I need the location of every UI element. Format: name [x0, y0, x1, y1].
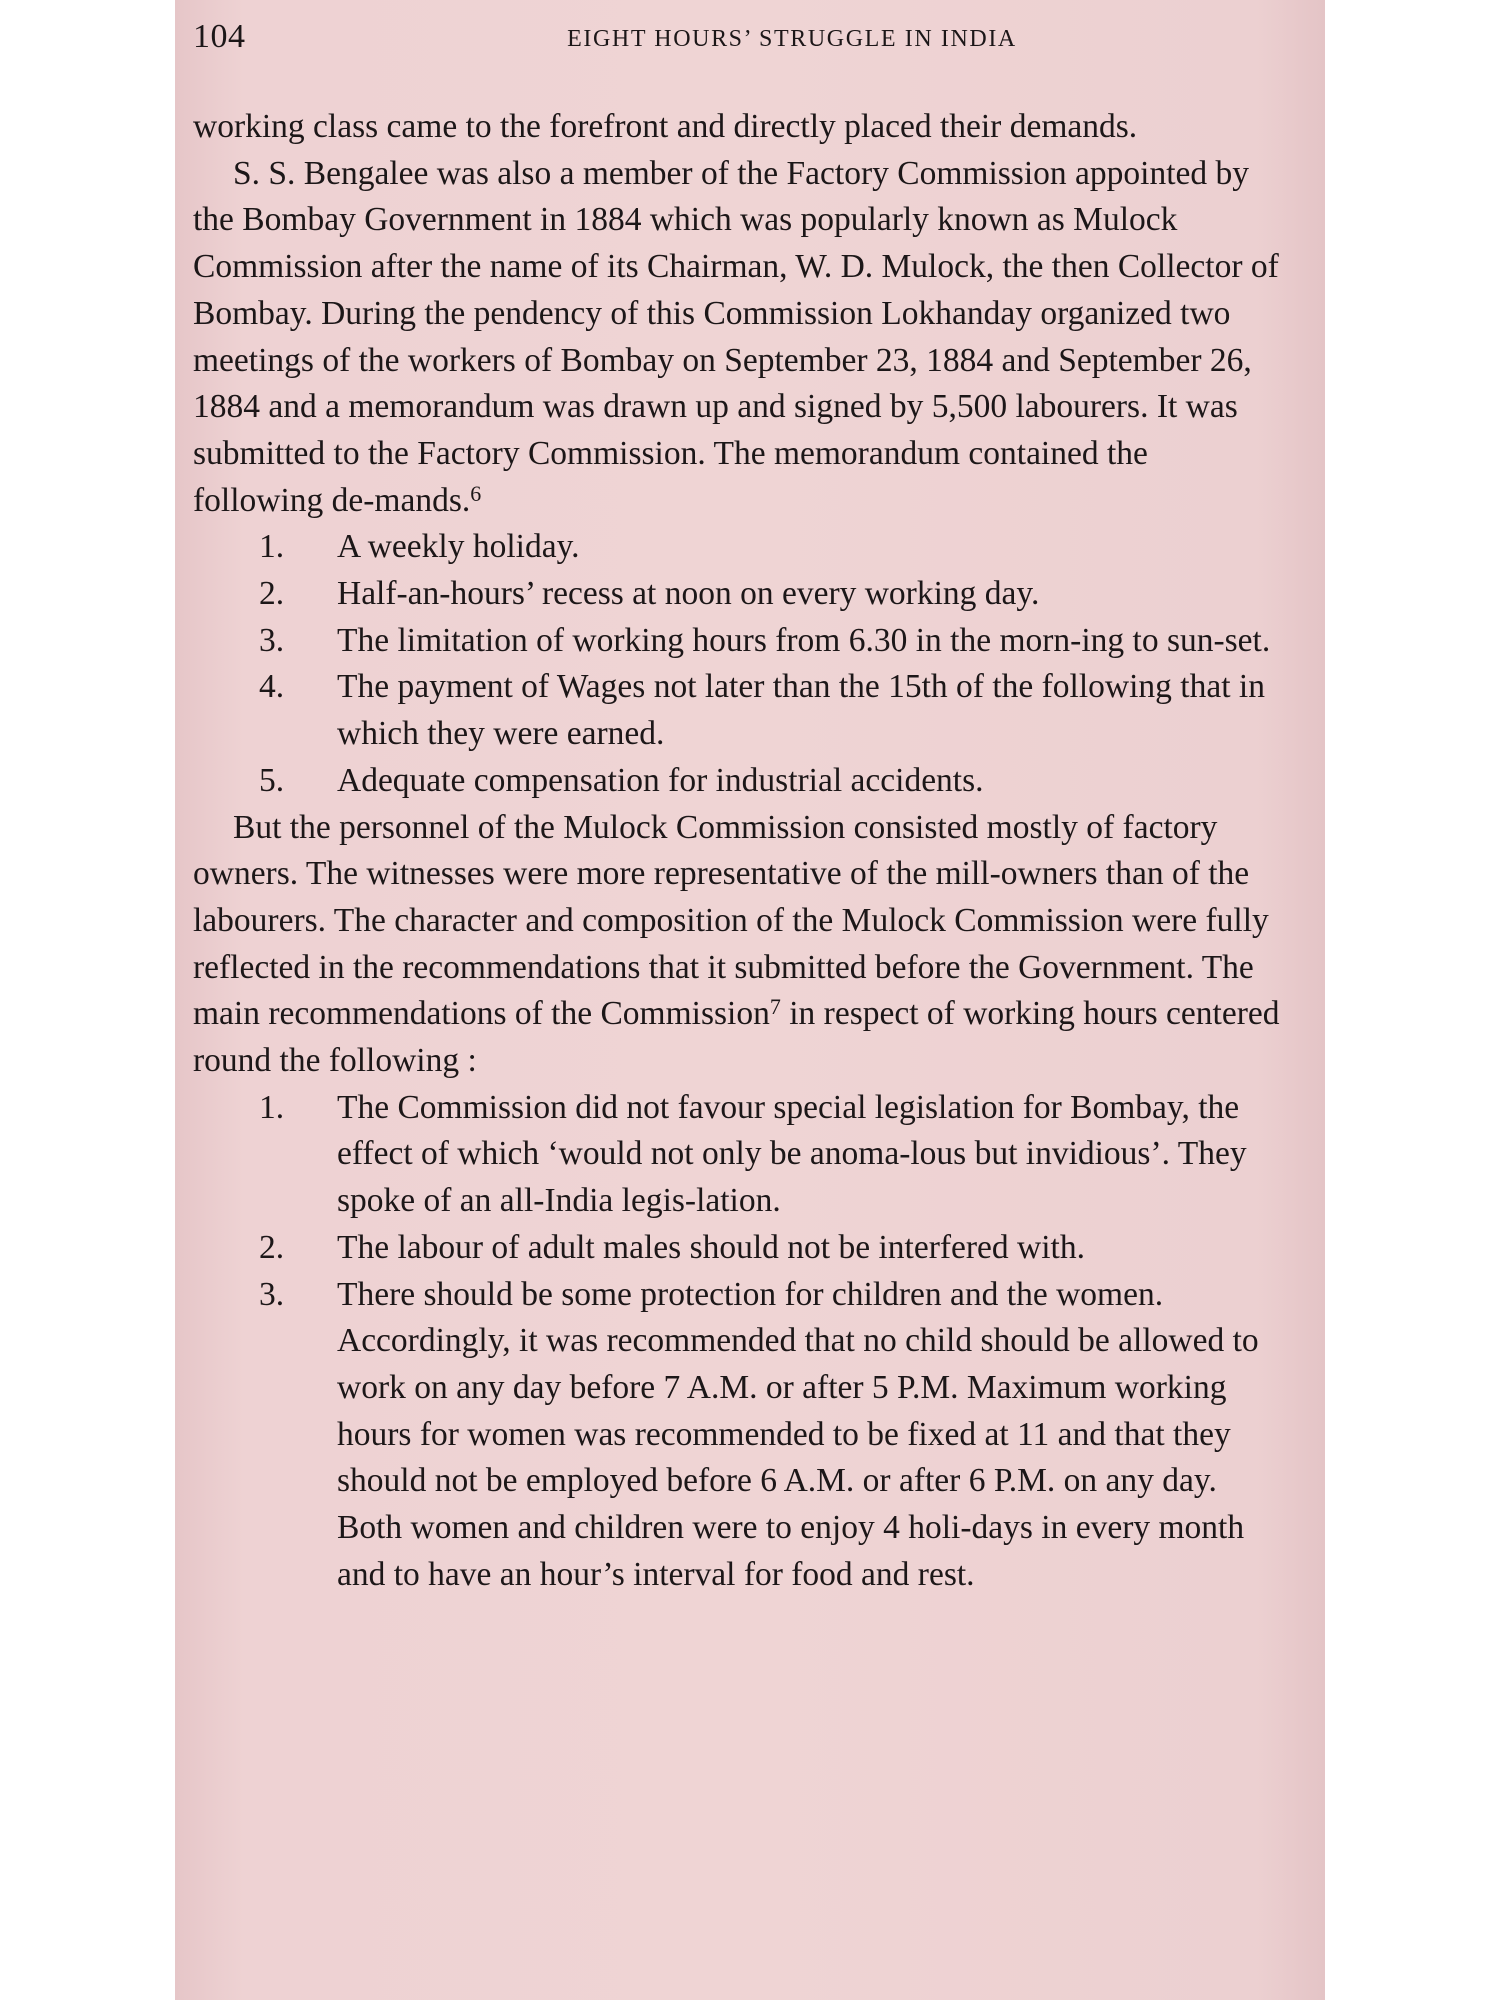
- recommendation-number: 2.: [259, 1228, 285, 1266]
- demand-text: Adequate compensation for industrial accidents.: [337, 761, 984, 799]
- book-page: [175, 0, 1325, 2000]
- demand-number: 1.: [259, 528, 285, 566]
- demand-number: 3.: [259, 621, 285, 659]
- recommendation-number: 1.: [259, 1088, 285, 1126]
- running-head: EIGHT HOURS’ STRUGGLE IN INDIA: [567, 26, 1017, 52]
- paragraph-mulock-personnel: [193, 805, 1280, 1085]
- paragraph-mulock-text-b: in respect of working hours centered round the following :: [193, 995, 1280, 1080]
- demands-list: [193, 524, 1280, 804]
- demand-text: The payment of Wages not later than the 15th of the following that in which they were earned.: [337, 668, 1265, 753]
- demand-item: [193, 618, 1280, 665]
- footnote-marker-6: 6: [470, 480, 482, 506]
- demand-number: 5.: [259, 761, 285, 799]
- recommendation-text: The Commission did not favour special legislation for Bombay, the effect of which ‘would not only be anoma-lous but invidious’. They spoke of an all-India legis-lation.: [337, 1088, 1247, 1220]
- demand-text: Half-an-hours’ recess at noon on every working day.: [337, 575, 1040, 613]
- recommendation-text: The labour of adult males should not be interfered with.: [337, 1228, 1085, 1266]
- recommendation-item: [193, 1272, 1280, 1599]
- paragraph-mulock-text-a: But the personnel of the Mulock Commission consisted mostly of factory owners. The witnesses were more representative of the mill-owners than of the labourers. The character and composition of the Mulock Commission were fully reflected in the recommendations that it submitted before the Government. The main recommendations of the Commission: [193, 808, 1269, 1033]
- body-text: [193, 104, 1280, 1599]
- demand-item: [193, 758, 1280, 805]
- demand-text: The limitation of working hours from 6.30 in the morn-ing to sun-set.: [337, 621, 1271, 659]
- paragraph-factory-commission: [193, 151, 1280, 525]
- footnote-marker-7: 7: [769, 994, 781, 1020]
- demand-number: 4.: [259, 668, 285, 706]
- recommendation-text: There should be some protection for children and the women. Accordingly, it was recommended that no child should be allowed to work on any day before 7 A.M. or after 5 P.M. Maximum working hours for women was recommended to be fixed at 11 and that they should not be employed before 6 A.M. or after 6 P.M. on any day. Both women and children were to enjoy 4 holi-days in every month and to have an hour’s interval for food and rest.: [337, 1275, 1259, 1593]
- recommendations-list: [193, 1085, 1280, 1599]
- demand-number: 2.: [259, 575, 285, 613]
- demand-item: [193, 571, 1280, 618]
- demand-item: [193, 524, 1280, 571]
- demand-text: A weekly holiday.: [337, 528, 580, 566]
- paragraph-continued: working class came to the forefront and directly placed their demands.: [193, 108, 1138, 145]
- recommendation-item: [193, 1225, 1280, 1272]
- demand-item: [193, 664, 1280, 757]
- recommendation-number: 3.: [259, 1275, 285, 1313]
- paragraph-factory-commission-text: S. S. Bengalee was also a member of the Factory Commission appointed by the Bombay Government in 1884 which was popularly known as Mulock Commission after the name of its Chairman, W. D. Mulock, the then Collector of Bombay. During the pendency of this Commission Lokhanday organized two meetings of the workers of Bombay on September 23, 1884 and September 26, 1884 and a memorandum was drawn up and signed by 5,500 labourers. It was submitted to the Factory Commission. The memorandum contained the following de-mands.: [193, 154, 1279, 519]
- page-header: [193, 18, 1281, 68]
- recommendation-item: [193, 1085, 1280, 1225]
- page-number: 104: [193, 18, 246, 55]
